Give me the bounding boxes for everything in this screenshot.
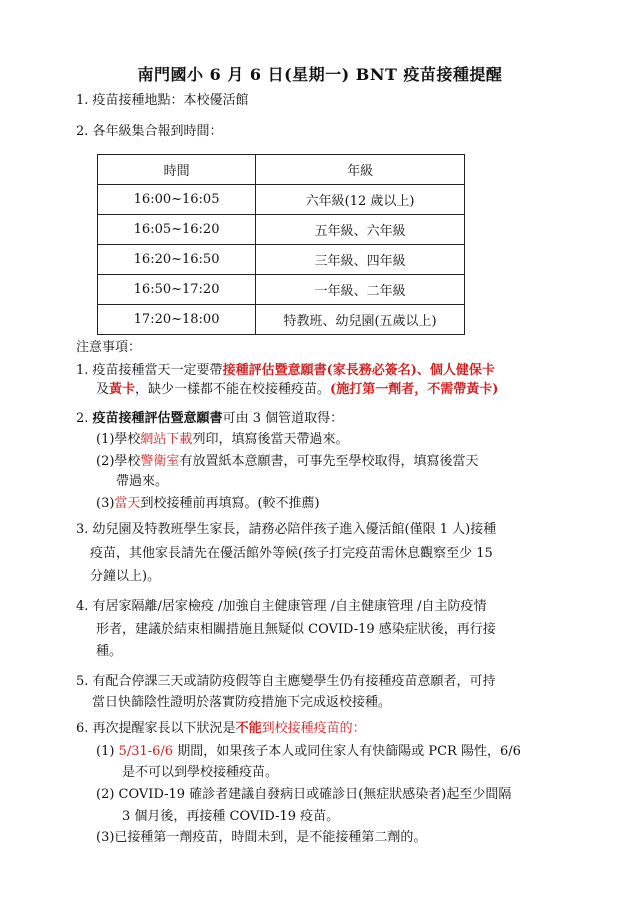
table-row: [98, 305, 465, 335]
note-6-case-2: (2) COVID-19 確診者建議自發病日或確診日(無症狀感染者)起至少間隔: [96, 787, 512, 802]
cell-time: 16:00~16:05: [98, 185, 256, 215]
case-text: (1): [96, 744, 115, 759]
item-number: 4.: [76, 599, 89, 614]
yellow-card-highlight: 黃卡: [109, 382, 136, 397]
note-3-line-1: [76, 521, 496, 538]
note-3-line-3: 分鐘以上)。: [90, 569, 161, 584]
note-4-line-2: 形者，建議於結束相關措施且無疑似 COVID-19 感染症狀後，再行接: [96, 622, 496, 637]
item-number: 5.: [76, 674, 89, 689]
item-number: 6.: [76, 721, 89, 736]
option-text: 列印，填寫後當天帶過來。: [192, 432, 349, 447]
cell-time: 16:05~16:20: [98, 215, 256, 245]
note-2-option-2: [96, 453, 478, 470]
note-1-line-1: [76, 362, 495, 379]
cell-grade: 六年級(12 歲以上): [256, 185, 465, 215]
option-text: 到校接種前再填寫。(較不推薦): [140, 496, 320, 511]
separator: 、: [416, 363, 430, 378]
cell-grade: 三年級、四年級: [256, 245, 465, 275]
item-number: 2.: [76, 124, 89, 139]
cell-grade: 一年級、二年級: [256, 275, 465, 305]
cell-grade: 特教班、幼兒園(五歲以上): [256, 305, 465, 335]
item-number: 1.: [76, 363, 89, 378]
first-dose-note: (施打第一劑者，不需帶黃卡): [330, 382, 499, 397]
item-number: 2.: [76, 411, 89, 426]
option-text: (2)學校: [96, 454, 141, 469]
header-grade: 年級: [256, 155, 465, 185]
schedule-heading-text: 各年級集合報到時間：: [92, 124, 223, 139]
consent-form-highlight: 接種評估暨意願書(家長務必簽名): [222, 363, 417, 378]
note-5-line-1: [76, 673, 496, 690]
header-time: 時間: [98, 155, 256, 185]
cannot-highlight: 不能: [235, 721, 262, 736]
cell-time: 16:50~17:20: [98, 275, 256, 305]
schedule-table: [97, 154, 465, 335]
note-2-line-1: [76, 410, 343, 427]
note-3-line-2: 疫苗，其他家長請先在優活館外等候(孩子打完疫苗需休息觀察至少 15: [90, 546, 493, 561]
cell-grade: 五年級、六年級: [256, 215, 465, 245]
note-2-option-2-cont: 帶過來。: [116, 474, 169, 489]
note-text: 有居家隔離/居家檢疫 /加強自主健康管理 /自主健康管理 /自主防疫情: [92, 599, 487, 614]
same-day-highlight: 當天: [114, 496, 141, 511]
note-6-case-2-cont: 3 個月後，再接種 COVID-19 疫苗。: [122, 809, 340, 824]
consent-form-label: 疫苗接種評估暨意願書: [92, 411, 223, 426]
guard-room-highlight: 警衛室: [140, 454, 180, 469]
note-6-line-1: [76, 720, 366, 737]
health-card-highlight: 個人健保卡: [429, 363, 495, 378]
note-6-case-1-cont: 是不可以到學校接種疫苗。: [122, 765, 279, 780]
note-4-line-1: [76, 598, 486, 615]
item-number: 1.: [76, 93, 89, 108]
note-4-line-3: 種。: [96, 644, 123, 659]
cell-time: 16:20~16:50: [98, 245, 256, 275]
note-text: 疫苗接種當天一定要帶: [92, 363, 223, 378]
note-1-line-2: [96, 381, 498, 398]
option-text: (3): [96, 496, 115, 511]
item-venue: [76, 92, 249, 109]
note-text: 及: [96, 382, 110, 397]
note-text: 可由 3 個管道取得：: [222, 411, 344, 426]
note-6-case-1: [96, 743, 521, 760]
website-download-highlight: 網站下載: [140, 432, 193, 447]
date-range-highlight: 5/31-6/6: [118, 744, 174, 759]
item-schedule-heading: [76, 123, 223, 140]
option-text: (1)學校: [96, 432, 141, 447]
page-title: 南門國小 6 月 6 日(星期一) BNT 疫苗接種提醒: [137, 65, 503, 84]
note-5-line-2: 當日快篩陰性證明於落實防疫措施下完成返校接種。: [92, 695, 392, 710]
table-header-row: [98, 155, 465, 185]
case-text: 期間，如果孩子本人或同住家人有快篩陽或 PCR 陽性，6/6: [177, 744, 521, 759]
table-row: [98, 275, 465, 305]
note-text: 有配合停課三天或請防疫假等自主應變學生仍有接種疫苗意願者，可持: [92, 674, 496, 689]
table-row: [98, 215, 465, 245]
note-text: ，缺少一樣都不能在校接種疫苗。: [135, 382, 331, 397]
item-number: 3.: [76, 522, 89, 537]
notes-heading: 注意事項：: [76, 340, 142, 355]
table-row: [98, 185, 465, 215]
note-text-red: 到校接種疫苗的：: [261, 721, 366, 736]
note-text: 再次提醒家長以下狀況是: [92, 721, 236, 736]
option-text: 有放置紙本意願書，可事先至學校取得，填寫後當天: [179, 454, 479, 469]
note-text: 幼兒園及特教班學生家長，請務必陪伴孩子進入優活館(僅限 1 人)接種: [92, 522, 497, 537]
note-2-option-1: [96, 431, 348, 448]
venue-text: 疫苗接種地點：本校優活館: [92, 93, 249, 108]
note-6-case-3: (3)已接種第一劑疫苗，時間未到，是不能接種第二劑的。: [96, 830, 427, 845]
note-2-option-3: [96, 495, 320, 512]
table-row: [98, 245, 465, 275]
cell-time: 17:20~18:00: [98, 305, 256, 335]
